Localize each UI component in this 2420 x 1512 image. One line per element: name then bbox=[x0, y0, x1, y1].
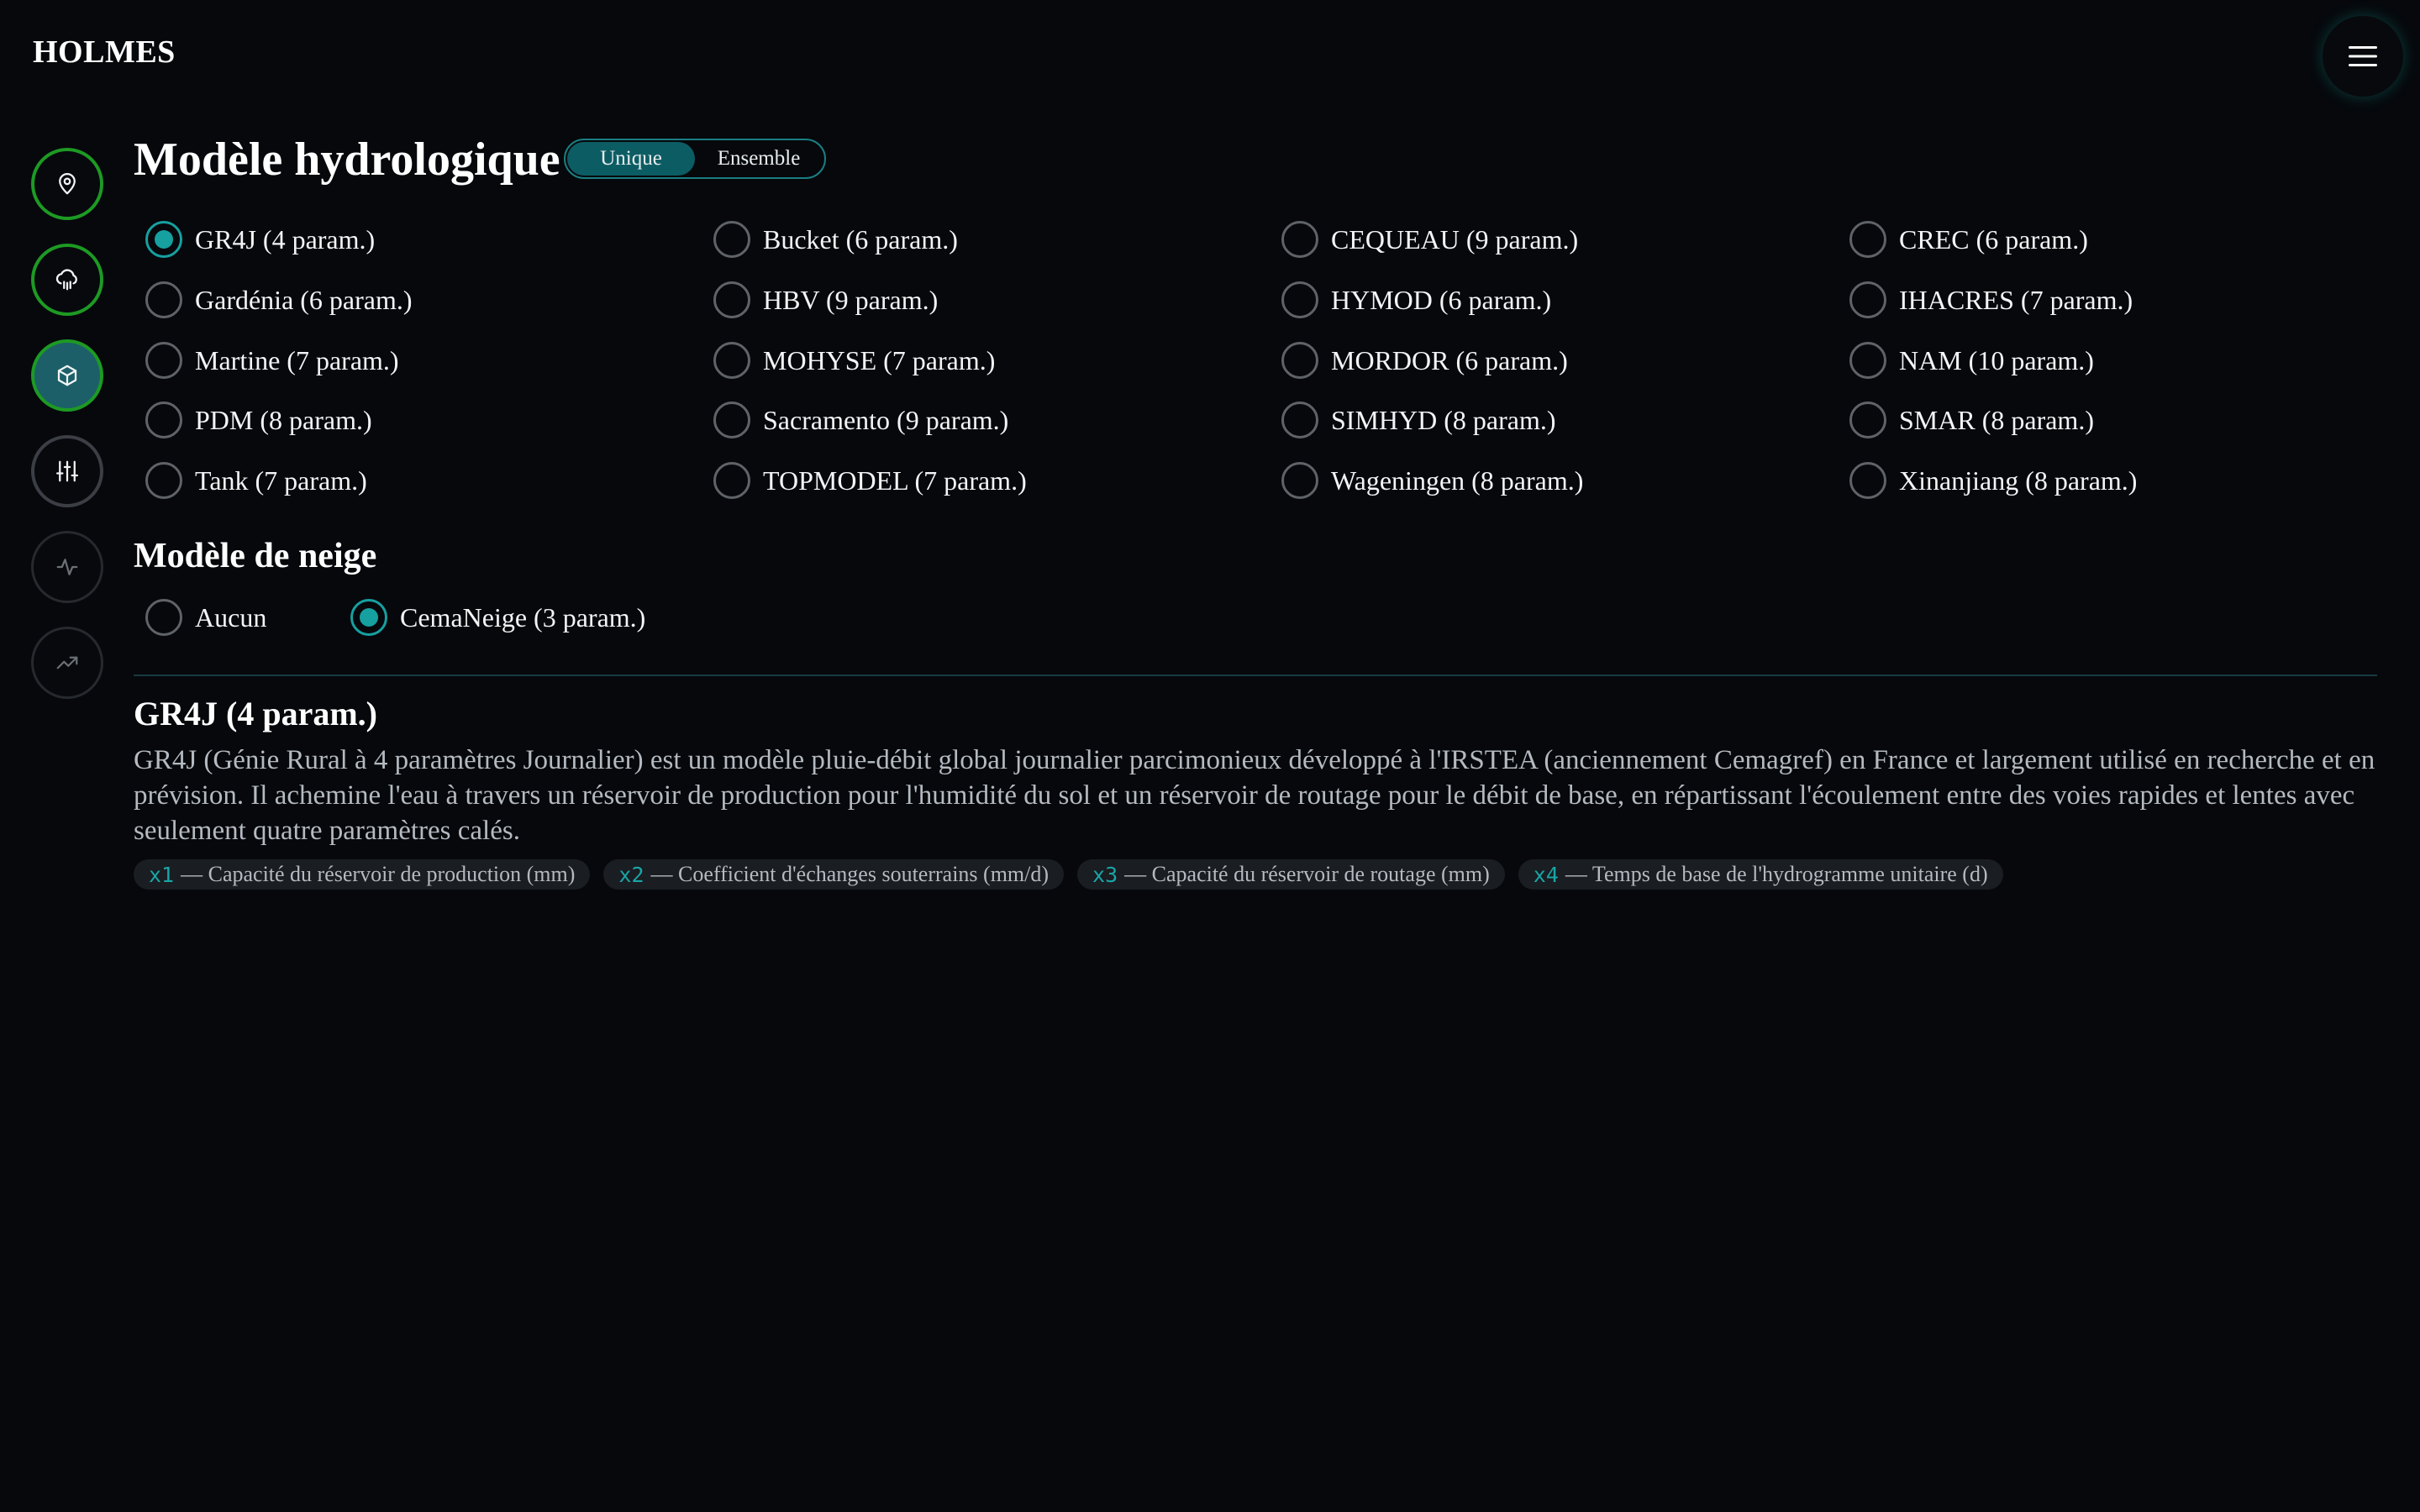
hydro-model-option[interactable] bbox=[1281, 399, 1556, 441]
hydro-model-option[interactable] bbox=[713, 218, 958, 260]
radio-button[interactable] bbox=[1849, 281, 1886, 318]
hydro-model-option[interactable] bbox=[1849, 279, 2133, 321]
radio-label: SMAR (8 param.) bbox=[1899, 404, 2094, 435]
cloud-rain-icon bbox=[55, 267, 80, 292]
parameter-label: — Capacité du réservoir de routage (mm) bbox=[1124, 862, 1490, 886]
radio-button[interactable] bbox=[1849, 221, 1886, 258]
radio-label: HYMOD (6 param.) bbox=[1331, 284, 1552, 315]
radio-button[interactable] bbox=[145, 462, 182, 499]
hydro-model-option[interactable] bbox=[145, 218, 375, 260]
parameter-chip bbox=[134, 859, 590, 890]
radio-label: CREC (6 param.) bbox=[1899, 223, 2088, 255]
parameter-code: x4 bbox=[1533, 862, 1559, 887]
radio-button[interactable] bbox=[1281, 281, 1318, 318]
section-divider bbox=[134, 675, 2377, 676]
radio-button[interactable] bbox=[145, 221, 182, 258]
step-results-button[interactable] bbox=[31, 627, 103, 699]
radio-label: Bucket (6 param.) bbox=[763, 223, 958, 255]
hydro-model-option[interactable] bbox=[713, 279, 938, 321]
radio-button[interactable] bbox=[1849, 402, 1886, 438]
radio-button[interactable] bbox=[145, 402, 182, 438]
sliders-icon bbox=[55, 459, 80, 484]
hydro-model-option[interactable] bbox=[1849, 399, 2094, 441]
activity-pulse-icon bbox=[55, 554, 80, 580]
parameter-chip bbox=[603, 859, 1064, 890]
radio-label: Martine (7 param.) bbox=[195, 344, 399, 375]
parameter-chip bbox=[1077, 859, 1505, 890]
hydro-model-option[interactable] bbox=[713, 339, 995, 381]
radio-label: Aucun bbox=[195, 601, 267, 633]
model-description-title: GR4J (4 param.) bbox=[134, 695, 377, 732]
cube-icon bbox=[55, 363, 80, 388]
hydro-model-option[interactable] bbox=[1281, 459, 1583, 501]
radio-label: SIMHYD (8 param.) bbox=[1331, 404, 1556, 435]
step-climate-button[interactable] bbox=[31, 244, 103, 316]
hydro-model-option[interactable] bbox=[713, 399, 1008, 441]
parameter-code: x1 bbox=[149, 862, 175, 887]
radio-button[interactable] bbox=[145, 599, 182, 636]
radio-label: Wageningen (8 param.) bbox=[1331, 465, 1584, 496]
hydro-model-option[interactable] bbox=[145, 339, 399, 381]
radio-button[interactable] bbox=[1281, 221, 1318, 258]
app-brand: HOLMES bbox=[33, 34, 176, 70]
menu-button[interactable] bbox=[2323, 16, 2403, 97]
radio-button[interactable] bbox=[1281, 402, 1318, 438]
trending-up-icon bbox=[55, 650, 80, 675]
radio-button[interactable] bbox=[713, 221, 750, 258]
hydro-model-option[interactable] bbox=[1849, 459, 2137, 501]
radio-button[interactable] bbox=[713, 402, 750, 438]
radio-button[interactable] bbox=[1849, 462, 1886, 499]
radio-label: Sacramento (9 param.) bbox=[763, 404, 1009, 435]
radio-label: Xinanjiang (8 param.) bbox=[1899, 465, 2138, 496]
model-description-text: GR4J (Génie Rural à 4 paramètres Journalier) est un modèle pluie-débit global journalier parcimonieux développé à l'IRSTEA (anciennement Cemagref) en France et largement utilisé en recherche et en prévision. Il achemine l'eau à travers un réservoir de production pour l'humidité du sol et un réservoir de routage pour le débit de base, en répartissant l'écoulement entre des voies rapides et lentes avec seulement quatre paramètres calés. bbox=[134, 745, 2375, 846]
radio-label: MOHYSE (7 param.) bbox=[763, 344, 996, 375]
radio-button[interactable] bbox=[145, 342, 182, 379]
hydro-model-title: Modèle hydrologique bbox=[134, 134, 560, 186]
parameter-label: — Coefficient d'échanges souterrains (mm/d) bbox=[650, 862, 1050, 886]
hydro-model-option[interactable] bbox=[713, 459, 1027, 501]
snow-option-cemaneige[interactable] bbox=[350, 596, 645, 638]
mode-unique-button[interactable]: Unique bbox=[567, 142, 695, 176]
radio-label: CemaNeige (3 param.) bbox=[400, 601, 646, 633]
radio-label: Tank (7 param.) bbox=[195, 465, 367, 496]
hydro-model-option[interactable] bbox=[1281, 339, 1568, 381]
radio-label: TOPMODEL (7 param.) bbox=[763, 465, 1027, 496]
map-pin-icon bbox=[55, 171, 80, 197]
parameter-chip bbox=[1518, 859, 2003, 890]
radio-label: Gardénia (6 param.) bbox=[195, 284, 413, 315]
radio-label: MORDOR (6 param.) bbox=[1331, 344, 1568, 375]
radio-button[interactable] bbox=[350, 599, 387, 636]
step-location-button[interactable] bbox=[31, 148, 103, 220]
hydro-model-option[interactable] bbox=[1849, 339, 2094, 381]
radio-label: PDM (8 param.) bbox=[195, 404, 372, 435]
radio-label: IHACRES (7 param.) bbox=[1899, 284, 2133, 315]
step-calibration-button[interactable] bbox=[31, 435, 103, 507]
radio-label: GR4J (4 param.) bbox=[195, 223, 376, 255]
parameter-code: x2 bbox=[618, 862, 644, 887]
hydro-model-option[interactable] bbox=[1281, 218, 1578, 260]
parameter-label: — Capacité du réservoir de production (mm) bbox=[181, 862, 576, 886]
hamburger-menu-icon bbox=[2349, 45, 2377, 67]
radio-button[interactable] bbox=[1849, 342, 1886, 379]
parameter-label: — Temps de base de l'hydrogramme unitaire (d) bbox=[1565, 862, 1988, 886]
step-simulation-button[interactable] bbox=[31, 531, 103, 603]
radio-button[interactable] bbox=[145, 281, 182, 318]
hydro-model-option[interactable] bbox=[1281, 279, 1551, 321]
parameter-chips bbox=[134, 859, 2003, 890]
parameter-code: x3 bbox=[1092, 862, 1118, 887]
snow-model-title: Modèle de neige bbox=[134, 537, 377, 575]
hydro-model-option[interactable] bbox=[1849, 218, 2088, 260]
hydro-model-option[interactable] bbox=[145, 459, 367, 501]
hydro-model-option[interactable] bbox=[145, 279, 413, 321]
mode-ensemble-button[interactable]: Ensemble bbox=[717, 147, 801, 170]
radio-button[interactable] bbox=[713, 462, 750, 499]
radio-button[interactable] bbox=[1281, 342, 1318, 379]
radio-button[interactable] bbox=[1281, 462, 1318, 499]
radio-label: HBV (9 param.) bbox=[763, 284, 939, 315]
radio-button[interactable] bbox=[713, 281, 750, 318]
radio-label: NAM (10 param.) bbox=[1899, 344, 2094, 375]
hydro-model-option[interactable] bbox=[145, 399, 372, 441]
mode-toggle bbox=[564, 139, 826, 179]
snow-option-aucun[interactable] bbox=[145, 596, 266, 638]
step-model-button[interactable] bbox=[31, 339, 103, 412]
radio-label: CEQUEAU (9 param.) bbox=[1331, 223, 1579, 255]
radio-button[interactable] bbox=[713, 342, 750, 379]
